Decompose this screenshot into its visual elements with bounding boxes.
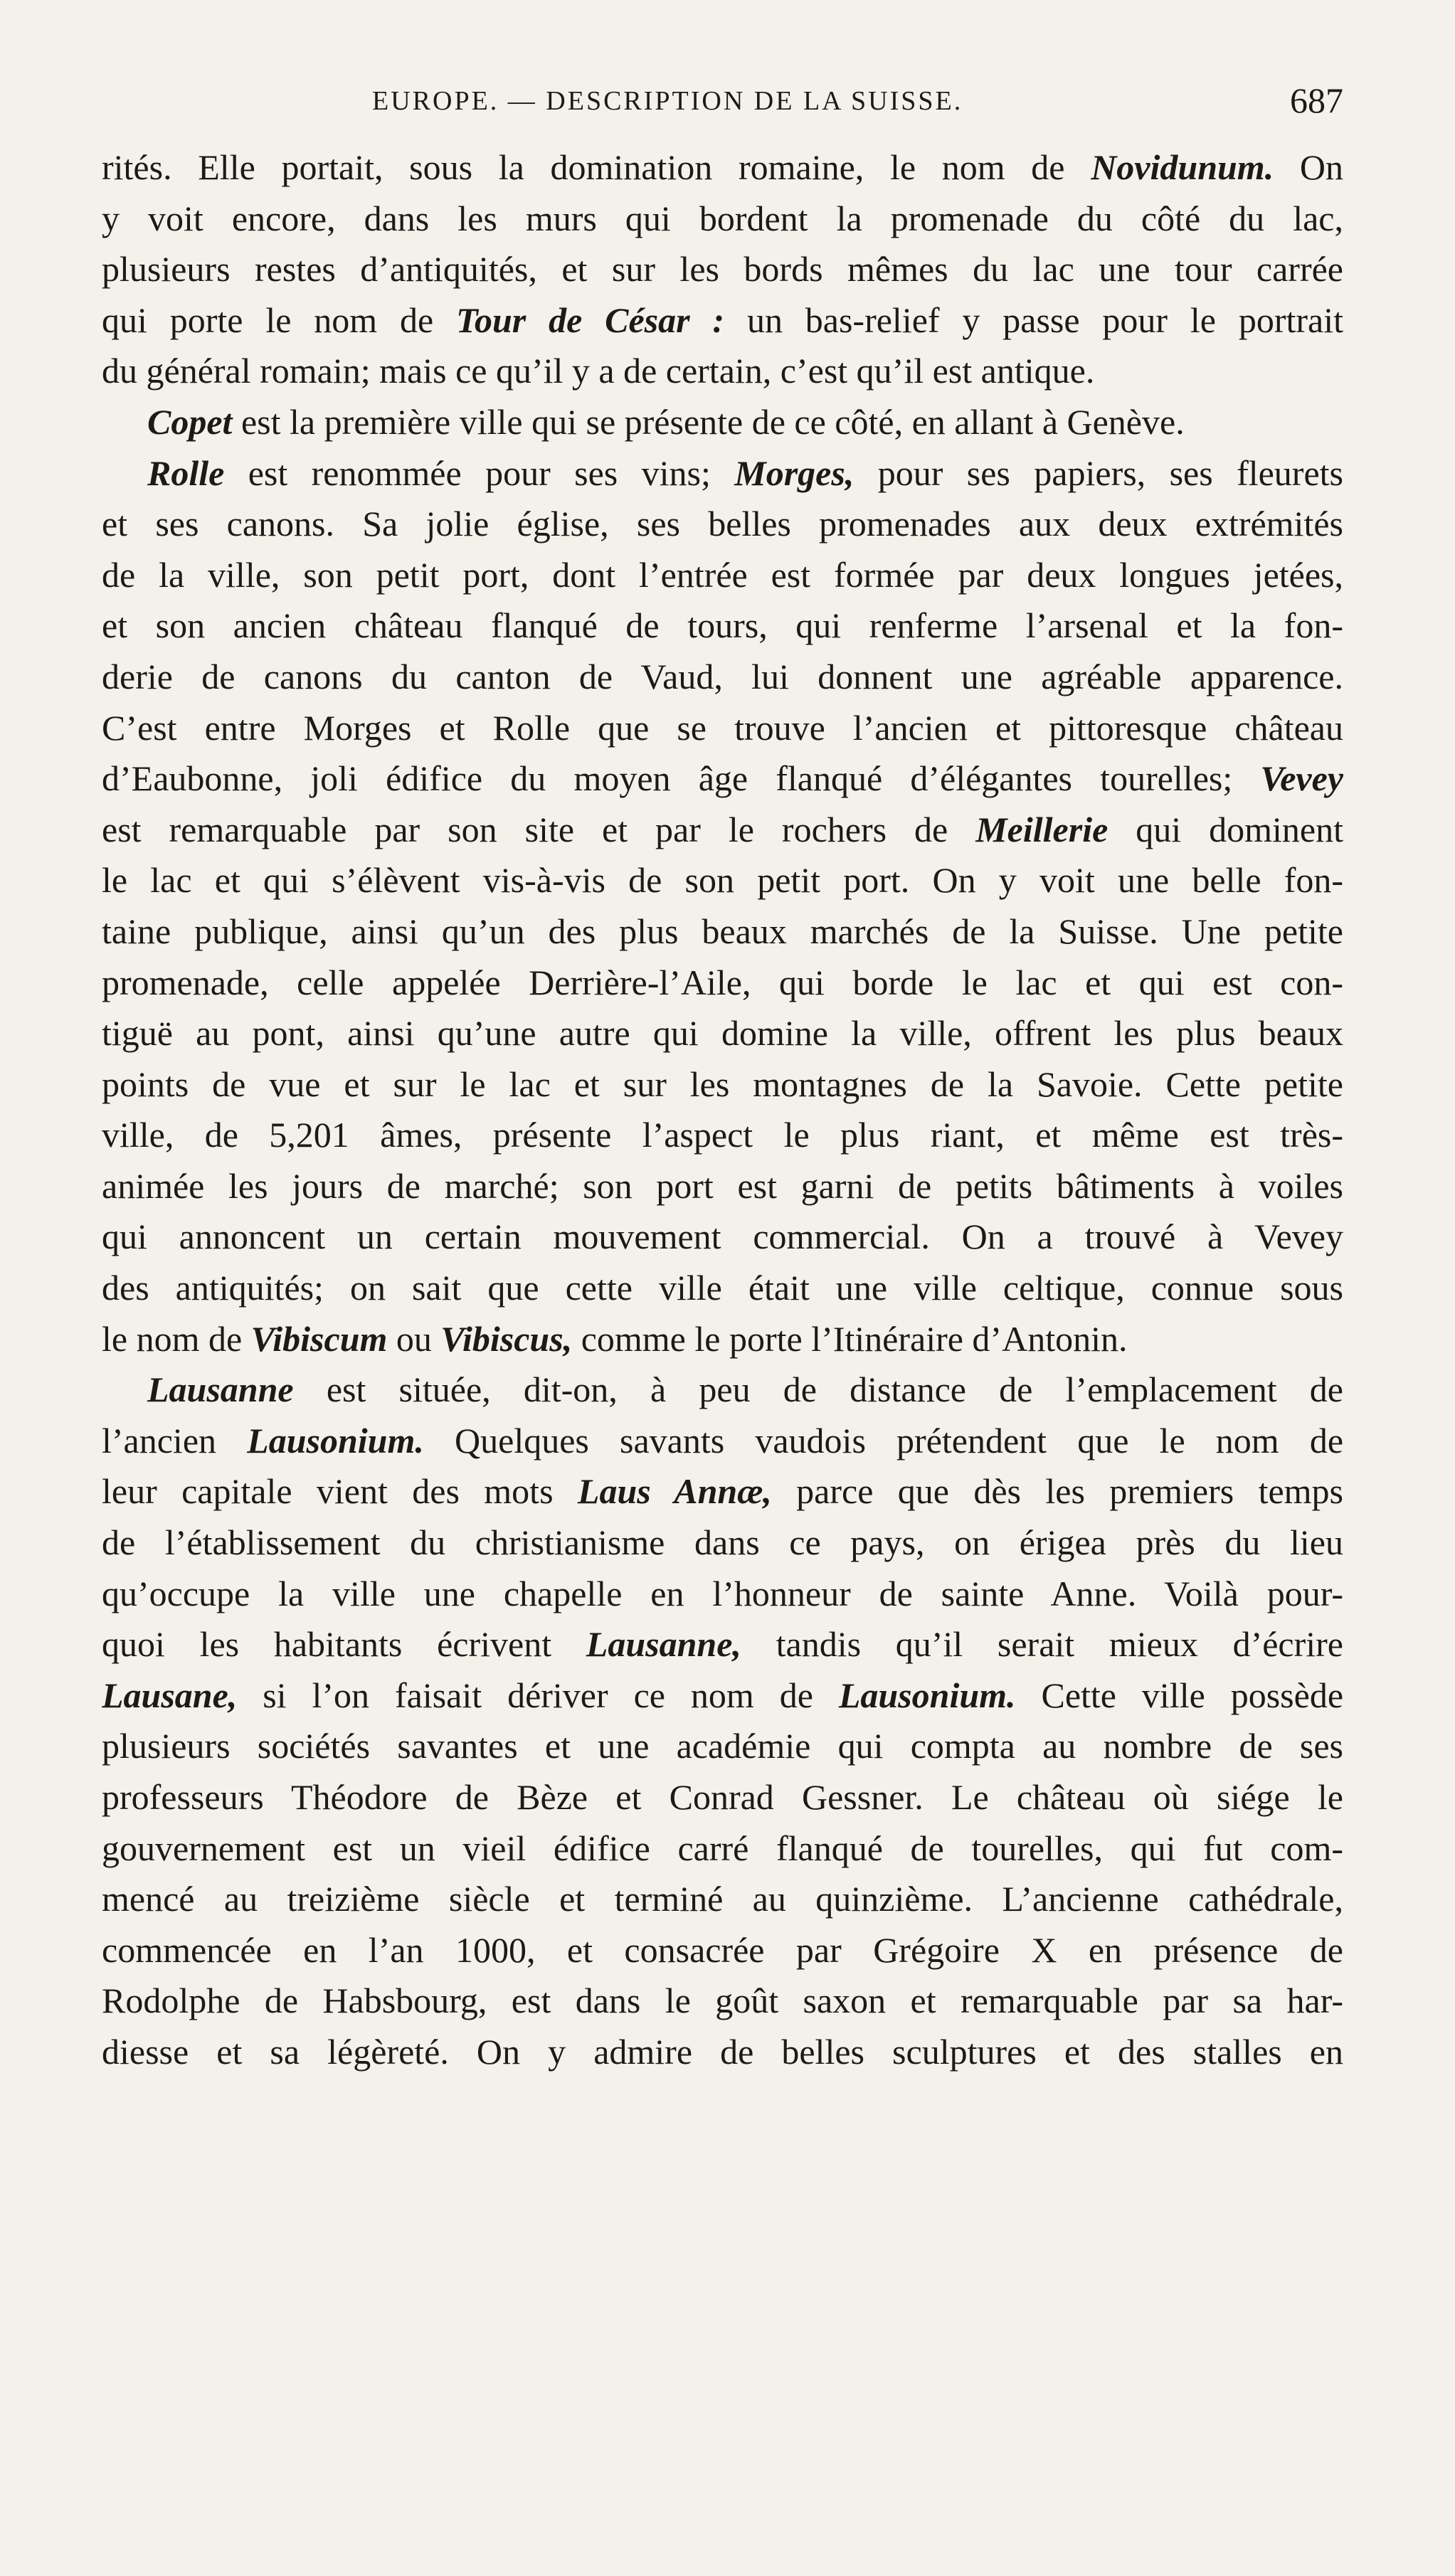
italic-term: Rolle bbox=[147, 452, 225, 493]
text-run: est remarquable par son site et par le rochers de bbox=[102, 809, 976, 849]
text-line bbox=[102, 1517, 1343, 1569]
page-number: 687 bbox=[1290, 80, 1343, 120]
text-line bbox=[102, 1772, 1343, 1823]
italic-term: Vevey bbox=[1260, 758, 1343, 799]
running-head bbox=[102, 80, 1343, 129]
text-run: de l’établissement du christianisme dans ce pays, on érigea près du lieu bbox=[102, 1522, 1343, 1563]
text-line bbox=[102, 1619, 1343, 1670]
text-run: gouvernement est un vieil édifice carré flanqué de tourelles, qui fut com- bbox=[102, 1828, 1343, 1868]
running-title: EUROPE. — DESCRIPTION DE LA SUISSE. bbox=[372, 86, 963, 116]
text-run: un bas-relief y passe pour le portrait bbox=[724, 300, 1343, 340]
text-line bbox=[102, 2027, 1343, 2078]
text-line bbox=[102, 703, 1343, 754]
italic-term: Vibiscum bbox=[250, 1318, 388, 1359]
text-run: animée les jours de marché; son port est garni de petits bâtiments à voiles bbox=[102, 1165, 1343, 1206]
text-line bbox=[102, 1874, 1343, 1925]
text-run: l’ancien bbox=[102, 1420, 248, 1461]
text-line bbox=[102, 958, 1343, 1009]
text-line bbox=[102, 1161, 1343, 1212]
text-run: est la première ville qui se présente de ce côté, en allant à Genève. bbox=[232, 401, 1185, 442]
text-run: du général romain; mais ce qu’il y a de certain, c’est qu’il est antique. bbox=[102, 351, 1095, 391]
text-line bbox=[102, 448, 1343, 499]
text-run: promenade, celle appelée Derrière-l’Aile, qui borde le lac et qui est con- bbox=[102, 962, 1343, 1002]
text-line bbox=[102, 1721, 1343, 1772]
text-line bbox=[102, 142, 1343, 194]
body-text bbox=[102, 142, 1343, 2078]
text-run: points de vue et sur le lac et sur les montagnes de la Savoie. Cette petite bbox=[102, 1064, 1343, 1104]
italic-term: Lausonium. bbox=[838, 1675, 1016, 1715]
text-run: Quelques savants vaudois prétendent que le nom de bbox=[423, 1420, 1343, 1461]
text-run: et ses canons. Sa jolie église, ses belles promenades aux deux extrémités bbox=[102, 504, 1343, 544]
text-line bbox=[102, 1263, 1343, 1314]
text-line bbox=[102, 1110, 1343, 1161]
text-line bbox=[102, 550, 1343, 601]
text-run: tandis qu’il serait mieux d’écrire bbox=[741, 1624, 1343, 1665]
text-run: On bbox=[1274, 147, 1343, 187]
italic-term: Meillerie bbox=[975, 809, 1109, 849]
italic-term: Lausanne, bbox=[586, 1624, 741, 1665]
text-run: C’est entre Morges et Rolle que se trouve l’ancien et pittoresque château bbox=[102, 707, 1343, 748]
text-run: est située, dit-on, à peu de distance de l’emplacement de bbox=[293, 1369, 1343, 1410]
text-line bbox=[102, 397, 1343, 448]
text-run: Rodolphe de Habsbourg, est dans le goût saxon et remarquable par sa har- bbox=[102, 1981, 1343, 2021]
text-line bbox=[102, 1976, 1343, 2027]
text-run: ville, de 5,201 âmes, présente l’aspect le plus riant, et même est très- bbox=[102, 1115, 1343, 1155]
text-line bbox=[102, 652, 1343, 703]
text-run: y voit encore, dans les murs qui bordent la promenade du côté du lac, bbox=[102, 198, 1343, 238]
text-line bbox=[102, 1416, 1343, 1467]
text-run: taine publique, ainsi qu’un des plus beaux marchés de la Suisse. Une petite bbox=[102, 911, 1343, 951]
text-line bbox=[102, 1569, 1343, 1620]
text-run: commencée en l’an 1000, et consacrée par Grégoire X en présence de bbox=[102, 1929, 1343, 1970]
text-run: le lac et qui s’élèvent vis-à-vis de son petit port. On y voit une belle fon- bbox=[102, 860, 1343, 901]
italic-term: Lausanne bbox=[147, 1369, 294, 1410]
text-line bbox=[102, 1823, 1343, 1875]
text-run: rités. Elle portait, sous la domination romaine, le nom de bbox=[102, 147, 1091, 187]
text-run: plusieurs sociétés savantes et une académie qui compta au nombre de ses bbox=[102, 1726, 1343, 1766]
text-run: parce que dès les premiers temps bbox=[771, 1471, 1343, 1512]
text-run: pour ses papiers, ses fleurets bbox=[854, 452, 1343, 493]
text-run: professeurs Théodore de Bèze et Conrad Gessner. Le château où siége le bbox=[102, 1777, 1343, 1817]
text-line bbox=[102, 346, 1343, 397]
text-run: leur capitale vient des mots bbox=[102, 1471, 578, 1512]
text-line bbox=[102, 1008, 1343, 1059]
text-run: qui dominent bbox=[1108, 809, 1343, 849]
text-line bbox=[102, 1925, 1343, 1976]
text-line bbox=[102, 1670, 1343, 1722]
italic-term: Lausonium. bbox=[247, 1420, 424, 1461]
text-run: Cette ville possède bbox=[1015, 1675, 1343, 1715]
text-line bbox=[102, 1059, 1343, 1111]
text-line bbox=[102, 1364, 1343, 1416]
text-run: le nom de bbox=[102, 1318, 251, 1359]
italic-term: Copet bbox=[147, 401, 233, 442]
text-run: mencé au treizième siècle et terminé au quinzième. L’ancienne cathédrale, bbox=[102, 1879, 1343, 1919]
italic-term: Laus Annæ, bbox=[577, 1471, 772, 1512]
text-line bbox=[102, 600, 1343, 652]
italic-term: Tour de César : bbox=[456, 300, 725, 340]
text-line bbox=[102, 906, 1343, 958]
text-run: qui annoncent un certain mouvement commercial. On a trouvé à Vevey bbox=[102, 1217, 1343, 1257]
italic-term: Novidunum. bbox=[1091, 147, 1274, 187]
text-line bbox=[102, 499, 1343, 550]
text-line bbox=[102, 805, 1343, 856]
text-run: qui porte le nom de bbox=[102, 300, 457, 340]
text-run: des antiquités; on sait que cette ville était une ville celtique, connue sous bbox=[102, 1268, 1343, 1308]
text-run: quoi les habitants écrivent bbox=[102, 1624, 586, 1665]
text-run: d’Eaubonne, joli édifice du moyen âge flanqué d’élégantes tourelles; bbox=[102, 758, 1261, 799]
text-run: diesse et sa légèreté. On y admire de belles sculptures et des stalles en bbox=[102, 2031, 1343, 2072]
text-run: est renommée pour ses vins; bbox=[224, 452, 735, 493]
text-line bbox=[102, 855, 1343, 906]
text-line bbox=[102, 1314, 1343, 1365]
text-run: et son ancien château flanqué de tours, qui renferme l’arsenal et la fon- bbox=[102, 605, 1343, 646]
text-line bbox=[102, 753, 1343, 805]
italic-term: Morges, bbox=[734, 452, 855, 493]
text-run: plusieurs restes d’antiquités, et sur les bords mêmes du lac une tour carrée bbox=[102, 249, 1343, 290]
text-line bbox=[102, 295, 1343, 346]
text-run: de la ville, son petit port, dont l’entrée est formée par deux longues jetées, bbox=[102, 554, 1343, 595]
text-run: qu’occupe la ville une chapelle en l’honneur de sainte Anne. Voilà pour- bbox=[102, 1573, 1343, 1613]
text-run: derie de canons du canton de Vaud, lui donnent une agréable apparence. bbox=[102, 656, 1343, 696]
text-run: tiguë au pont, ainsi qu’une autre qui domine la ville, offrent les plus beaux bbox=[102, 1013, 1343, 1054]
text-run: comme le porte l’Itinéraire d’Antonin. bbox=[572, 1318, 1128, 1359]
italic-term: Lausane, bbox=[102, 1675, 238, 1715]
text-line bbox=[102, 1212, 1343, 1263]
text-run: ou bbox=[387, 1318, 441, 1359]
text-line bbox=[102, 1466, 1343, 1517]
text-run: si l’on faisait dériver ce nom de bbox=[237, 1675, 839, 1715]
text-line bbox=[102, 194, 1343, 245]
italic-term: Vibiscus, bbox=[440, 1318, 573, 1359]
text-line bbox=[102, 244, 1343, 295]
